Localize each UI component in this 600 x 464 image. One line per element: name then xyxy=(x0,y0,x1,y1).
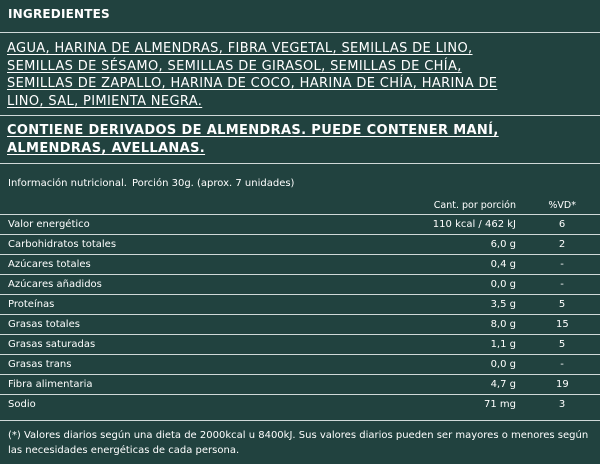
nutrient-vd: - xyxy=(560,279,564,290)
allergen-line: ALMENDRAS, AVELLANAS. xyxy=(7,140,206,156)
allergen-warning xyxy=(7,122,595,157)
nutrient-amount: 3,5 g xyxy=(490,299,516,310)
nutrient-amount: 4,7 g xyxy=(490,379,516,390)
nutrition-row xyxy=(0,314,600,334)
nutrition-info-label: Información nutricional. xyxy=(8,178,127,189)
header-amount-per-portion: Cant. por porción xyxy=(433,200,516,211)
nutrient-vd: 6 xyxy=(558,219,566,230)
divider-allergens xyxy=(0,115,600,116)
nutrition-row xyxy=(0,334,600,354)
divider-top xyxy=(0,32,600,33)
nutrient-label: Fibra alimentaria xyxy=(8,379,93,390)
nutrient-label: Valor energético xyxy=(8,219,90,230)
nutrient-amount: 110 kcal / 462 kJ xyxy=(432,219,516,230)
nutrient-vd: - xyxy=(560,359,564,370)
nutrient-label: Proteínas xyxy=(8,299,55,310)
nutrition-info-row xyxy=(8,177,295,191)
nutrient-vd: 5 xyxy=(558,339,566,350)
nutrient-vd: 5 xyxy=(558,299,566,310)
nutrient-vd: 2 xyxy=(558,239,566,250)
nutrient-label: Sodio xyxy=(8,399,36,410)
portion-size: Porción 30g. (aprox. 7 unidades) xyxy=(132,178,295,189)
nutrient-label: Azúcares totales xyxy=(8,259,91,270)
nutrient-vd: 19 xyxy=(556,379,569,390)
ingredients-line: SEMILLAS DE ZAPALLO, HARINA DE COCO, HARINA DE CHÍA, HARINA DE xyxy=(7,76,498,91)
nutrient-label: Grasas saturadas xyxy=(8,339,96,350)
ingredients-title: INGREDIENTES xyxy=(8,7,110,21)
nutrient-vd: 3 xyxy=(558,399,566,410)
nutrient-amount: 0,0 g xyxy=(490,359,516,370)
nutrient-amount: 0,4 g xyxy=(490,259,516,270)
header-daily-value: %VD* xyxy=(548,200,576,211)
nutrient-amount: 71 mg xyxy=(484,399,516,410)
nutrient-amount: 6,0 g xyxy=(490,239,516,250)
nutrient-vd: 15 xyxy=(556,319,569,330)
divider-footnote xyxy=(0,420,600,421)
nutrient-vd: - xyxy=(560,259,564,270)
nutrient-label: Grasas totales xyxy=(8,319,80,330)
nutrient-label: Carbohidratos totales xyxy=(8,239,117,250)
nutrient-amount: 0,0 g xyxy=(490,279,516,290)
nutrition-row xyxy=(0,254,600,274)
nutrition-row xyxy=(0,394,600,414)
nutrition-row xyxy=(0,214,600,234)
daily-value-footnote: (*) Valores diarios según una dieta de 2000kcal u 8400kJ. Sus valores diarios pueden ser mayores o menores según las necesidades energéticas de cada persona. xyxy=(8,430,589,456)
ingredients-line: SEMILLAS DE SÉSAMO, SEMILLAS DE GIRASOL, SEMILLAS DE CHÍA, xyxy=(7,58,462,74)
nutrient-label: Azúcares añadidos xyxy=(8,279,102,290)
nutrition-row xyxy=(0,294,600,314)
nutrition-row xyxy=(0,274,600,294)
ingredients-list xyxy=(7,40,595,110)
ingredients-line: AGUA, HARINA DE ALMENDRAS, FIBRA VEGETAL, SEMILLAS DE LINO, xyxy=(7,41,473,56)
ingredients-line: LINO, SAL, PIMIENTA NEGRA. xyxy=(7,93,203,109)
nutrition-table xyxy=(0,214,600,414)
nutrient-amount: 8,0 g xyxy=(490,319,516,330)
divider-nutrition xyxy=(0,163,600,164)
nutrition-row xyxy=(0,374,600,394)
nutrient-amount: 1,1 g xyxy=(490,339,516,350)
nutrient-label: Grasas trans xyxy=(8,359,72,370)
nutrition-row xyxy=(0,354,600,374)
nutrition-row xyxy=(0,234,600,254)
allergen-line: CONTIENE DERIVADOS DE ALMENDRAS. PUEDE CONTENER MANÍ, xyxy=(7,123,499,138)
